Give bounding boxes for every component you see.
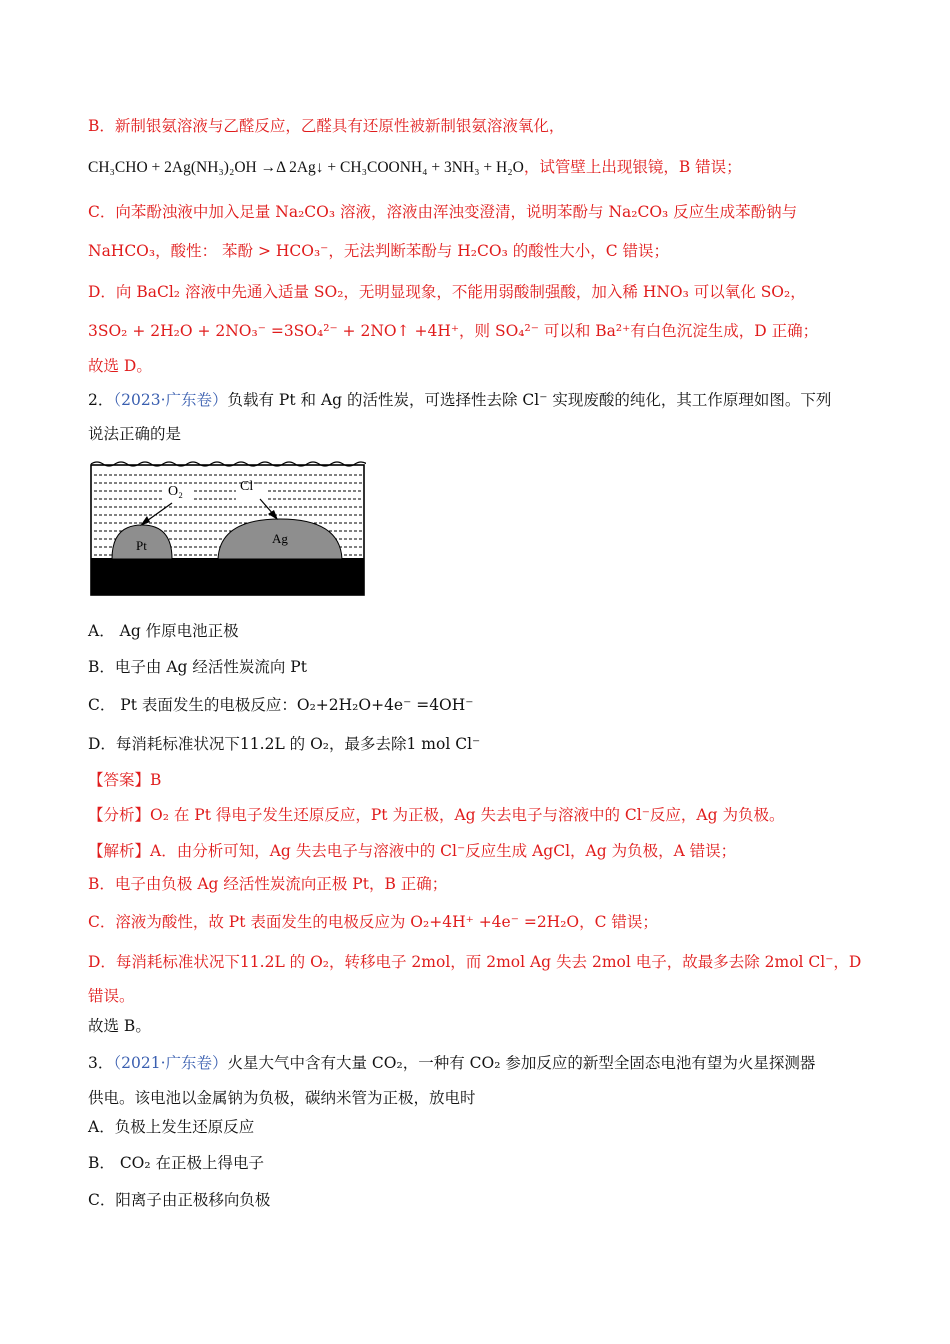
question-3-number: 3． (88, 1054, 114, 1072)
q2-answer: 【答案】B (88, 771, 162, 789)
question-3-stem-line1 (88, 1052, 864, 1074)
q2-explanation-c: C．溶液为酸性，故 Pt 表面发生的电极反应为 O₂+4H⁺ +4e⁻ =2H₂O，C 错误； (88, 913, 658, 931)
question-2-stem-line1 (88, 389, 864, 411)
question-3-source: （2021·广东卷） (113, 1054, 228, 1072)
q2-explanation-d-cont: 错误。 (88, 987, 135, 1005)
prev-choice-statement: 故选 D。 (88, 357, 152, 375)
q2-option-c: C． Pt 表面发生的电极反应：O₂+2H₂O+4e⁻ =4OH⁻ (88, 696, 474, 714)
q2-analysis: 【分析】O₂ 在 Pt 得电子发生还原反应，Pt 为正极，Ag 失去电子与溶液中的 Cl⁻反应，Ag 为负极。 (88, 806, 785, 824)
question-2-stem-text: 负载有 Pt 和 Ag 的活性炭，可选择性去除 Cl⁻ 实现废酸的纯化，其工作原理如图。下列 (227, 391, 832, 409)
question-2-source: （2023·广东卷） (113, 391, 228, 409)
option-c-explanation-line2: NaHCO₃，酸性： 苯酚 > HCO₃⁻，无法判断苯酚与 H₂CO₃ 的酸性大小，C 错误； (88, 242, 670, 260)
option-b-explanation-line1: B．新制银氨溶液与乙醛反应，乙醛具有还原性被新制银氨溶液氧化， (88, 117, 565, 135)
ag-label: Ag (272, 531, 288, 546)
liquid-surface-wave (91, 462, 366, 466)
option-b-conclusion: ，试管壁上出现银镜，B 错误； (523, 158, 742, 176)
question-3-stem-text: 火星大气中含有大量 CO₂，一种有 CO₂ 参加反应的新型全固态电池有望为火星探测器 (227, 1054, 816, 1072)
q2-option-a: A． Ag 作原电池正极 (88, 622, 239, 640)
chloride-label: Cl⁻ (240, 479, 261, 494)
o2-label: O₂ (168, 484, 183, 499)
q3-option-b: B． CO₂ 在正极上得电子 (88, 1154, 265, 1172)
q2-explanation-b: B．电子由负极 Ag 经活性炭流向正极 Pt，B 正确； (88, 875, 448, 893)
q2-explanation-d: D．每消耗标准状况下11.2L 的 O₂，转移电子 2mol，而 2mol Ag 失去 2mol 电子，故最多去除 2mol Cl⁻，D (88, 953, 862, 971)
option-b-equation-line (88, 156, 864, 179)
question-3-stem-line2: 供电。该电池以金属钠为负极，碳纳米管为正极，放电时 (88, 1089, 476, 1107)
q3-option-a: A．负极上发生还原反应 (88, 1118, 255, 1136)
q3-option-c: C．阳离子由正极移向负极 (88, 1191, 271, 1209)
question-2-stem-line2: 说法正确的是 (88, 425, 182, 443)
option-c-explanation-line1: C．向苯酚浊液中加入足量 Na₂CO₃ 溶液，溶液由浑浊变澄清，说明苯酚与 Na₂CO₃ 反应生成苯酚钠与 (88, 203, 798, 221)
q2-choice-statement: 故选 B。 (88, 1017, 151, 1035)
silver-mirror-equation: CH₃CHO + 2Ag(NH₃)₂OH →Δ 2Ag↓ + CH₃COONH₄ + 3NH₃ + H₂O (88, 159, 524, 176)
q2-option-b: B．电子由 Ag 经活性炭流向 Pt (88, 658, 307, 676)
q2-explanation-a: 【解析】A．由分析可知，Ag 失去电子与溶液中的 Cl⁻反应生成 AgCl，Ag 为负极，A 错误； (88, 842, 737, 860)
option-d-explanation-line2: 3SO₂ + 2H₂O + 2NO₃⁻ =3SO₄²⁻ + 2NO↑ +4H⁺，则 SO₄²⁻ 可以和 Ba²⁺有白色沉淀生成，D 正确； (88, 322, 819, 340)
pt-label: Pt (136, 538, 147, 553)
activated-carbon-substrate (91, 558, 364, 595)
option-d-explanation-line1: D．向 BaCl₂ 溶液中先通入适量 SO₂，无明显现象，不能用弱酸制强酸，加入稀 HNO₃ 可以氧化 SO₂， (88, 283, 806, 301)
electrode-diagram (90, 459, 366, 597)
question-2-number: 2． (88, 391, 114, 409)
q2-option-d: D．每消耗标准状况下11.2L 的 O₂，最多去除1 mol Cl⁻ (88, 735, 481, 753)
